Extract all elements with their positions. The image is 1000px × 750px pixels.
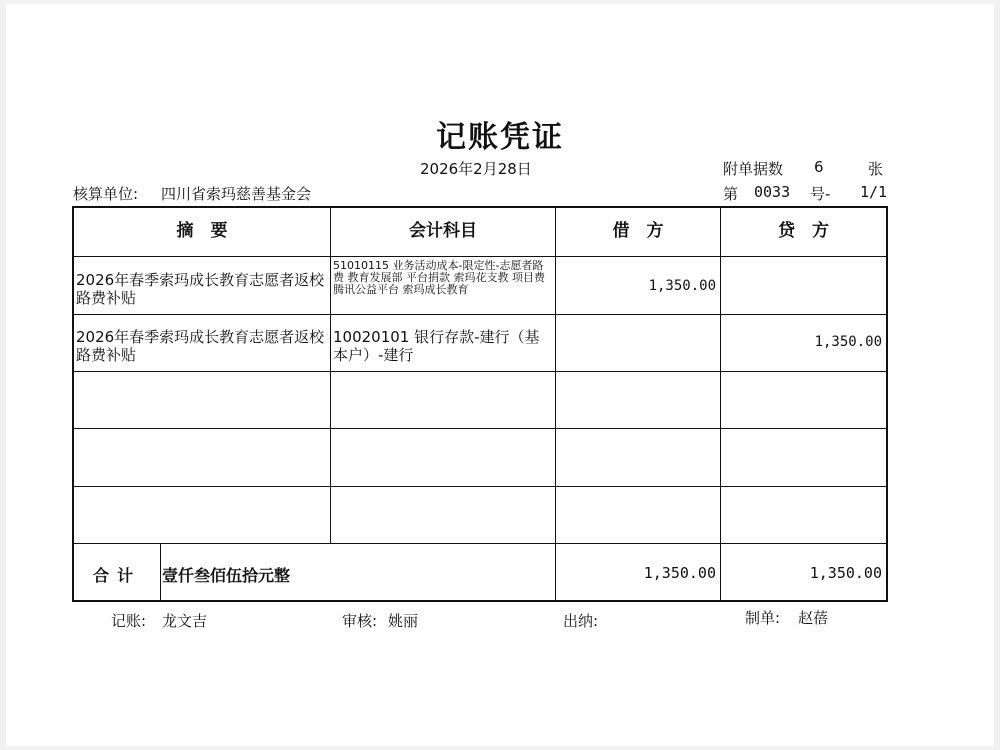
header-credit: 贷 方 — [778, 221, 829, 241]
table-line — [72, 543, 888, 544]
table-border-bottom — [72, 600, 888, 602]
header-summary: 摘 要 — [176, 221, 228, 241]
header-subject: 会计科目 — [409, 221, 477, 241]
table-line — [72, 314, 888, 315]
bookkeeper-label: 记账: — [111, 612, 147, 630]
table-border-right — [886, 206, 888, 602]
voucher-number-suffix: 号- — [810, 185, 831, 203]
row-summary: 2026年春季索玛成长教育志愿者返校路费补贴 — [76, 271, 325, 307]
total-debit: 1,350.00 — [643, 564, 716, 582]
total-amount-words: 壹仟叁佰伍拾元整 — [162, 566, 291, 585]
row-subject: 10020101 银行存款-建行（基本户）-建行 — [333, 328, 540, 364]
table-line — [72, 428, 888, 429]
row-summary: 2026年春季索玛成长教育志愿者返校路费补贴 — [76, 328, 325, 364]
table-line — [160, 543, 161, 601]
row-subject: 51010115 业务活动成本-限定性-志愿者路费 教育发展部 平台捐款 索玛花支教 项目费 腾讯公益平台 索玛成长教育 — [333, 259, 545, 296]
row-credit: 1,350.00 — [814, 334, 882, 350]
voucher-date: 2026年2月28日 — [420, 160, 532, 178]
cashier-label: 出纳: — [563, 612, 599, 630]
table-line — [330, 206, 331, 544]
unit-name: 四川省索玛慈善基金会 — [161, 185, 312, 203]
voucher-number: 0033 — [754, 183, 791, 201]
attachments-count: 6 — [814, 158, 824, 176]
table-line — [72, 256, 888, 257]
auditor-label: 审核: — [342, 612, 378, 630]
total-credit: 1,350.00 — [809, 564, 882, 582]
preparer-label: 制单: — [745, 609, 781, 627]
attachments-unit: 张 — [868, 160, 884, 178]
unit-label: 核算单位: — [73, 185, 139, 203]
row-debit: 1,350.00 — [648, 278, 716, 294]
table-border-left — [72, 206, 74, 602]
table-line — [72, 486, 888, 487]
voucher-page: 1/1 — [860, 183, 888, 201]
attachments-label: 附单据数 — [723, 160, 784, 178]
total-label: 合计 — [92, 566, 141, 585]
bookkeeper-name: 龙文吉 — [162, 612, 208, 630]
header-debit: 借 方 — [612, 221, 664, 241]
table-line — [720, 206, 721, 602]
voucher-number-prefix: 第 — [723, 185, 739, 203]
table-line — [72, 371, 888, 372]
preparer-name: 赵蓓 — [798, 609, 829, 627]
auditor-name: 姚丽 — [388, 612, 419, 630]
voucher-title: 记账凭证 — [436, 120, 564, 155]
table-line — [555, 206, 556, 602]
